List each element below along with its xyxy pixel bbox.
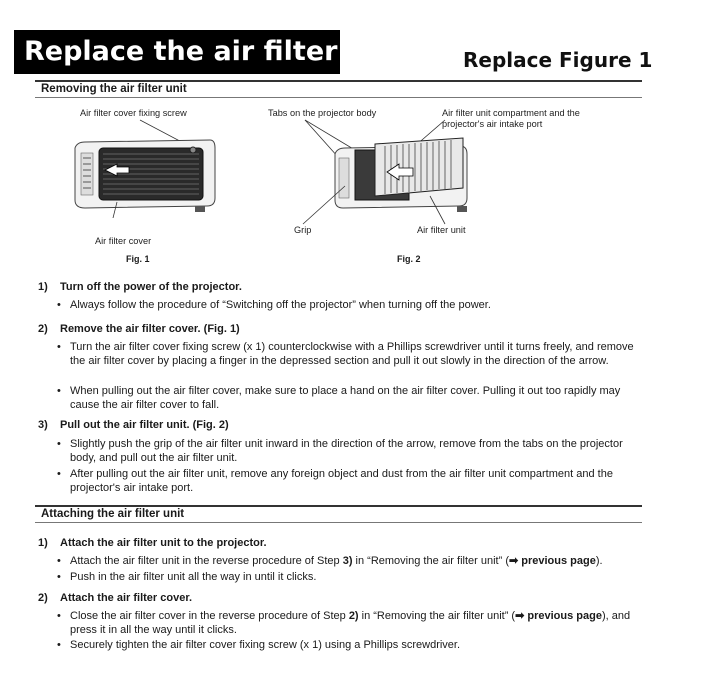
attaching-step-2-bullet-2: • Securely tighten the air filter cover fixing screw (x 1) using a Phillips screwdriver. [58, 638, 648, 652]
removing-step-1-bullet-1: • Always follow the procedure of “Switching off the projector” when turning off the power. [58, 298, 648, 312]
fig2-caption: Fig. 2 [397, 254, 421, 264]
fig2-projector-illustration [285, 116, 485, 226]
removing-step-3-bullet-1: • Slightly push the grip of the air filter unit inward in the direction of the arrow, remove from the tabs on the projector body, and pull out the air filter unit. [58, 437, 648, 465]
section-heading-removing: Removing the air filter unit [35, 80, 642, 98]
fig2-unit-label: Air filter unit [417, 225, 466, 235]
page-title: Replace the air filter [14, 30, 340, 74]
attaching-step-1-bullet-2: • Push in the air filter unit all the way in until it clicks. [58, 570, 648, 584]
removing-step-3-bullet-2: • After pulling out the air filter unit, remove any foreign object and dust from the air filter unit compartment and the projector's air intake port. [58, 467, 648, 495]
previous-page-link: ➡ previous page [515, 610, 602, 622]
section-heading-attaching: Attaching the air filter unit [35, 505, 642, 523]
removing-step-1-title: 1) Turn off the power of the projector. [38, 281, 242, 293]
removing-step-2-bullet-1: • Turn the air filter cover fixing screw (x 1) counterclockwise with a Phillips screwdriver until it turns freely, and remove the air filter cover by placing a finger in the depressed section and pull it out slowly in the direction of the arrow. [58, 340, 648, 368]
attaching-step-2-bullet-1: • Close the air filter cover in the reverse procedure of Step 2) in “Removing the air filter unit” (➡ previous page), and press it in all the way until it clicks. [58, 609, 648, 637]
fig1-caption: Fig. 1 [126, 254, 150, 264]
fig1-screw-label: Air filter cover fixing screw [80, 108, 187, 118]
removing-step-2-bullet-2: • When pulling out the air filter cover, make sure to place a hand on the air filter cover. Pulling it out too rapidly may cause the air filter cover to fall. [58, 384, 648, 412]
removing-step-2-title: 2) Remove the air filter cover. (Fig. 1) [38, 323, 240, 335]
figure-reference: Replace Figure 1 [463, 48, 653, 72]
fig1-projector-illustration [65, 118, 230, 218]
removing-step-3-title: 3) Pull out the air filter unit. (Fig. 2) [38, 419, 229, 431]
fig2-compartment-label-1: Air filter unit compartment and the [442, 108, 580, 118]
attaching-step-1-bullet-1: • Attach the air filter unit in the reverse procedure of Step 3) in “Removing the air filter unit” (➡ previous page). [58, 554, 648, 568]
fig1-cover-label: Air filter cover [95, 236, 152, 246]
attaching-step-1-title: 1) Attach the air filter unit to the projector. [38, 537, 267, 549]
attaching-step-2-title: 2) Attach the air filter cover. [38, 592, 193, 604]
fig2-grip-label: Grip [294, 225, 312, 235]
previous-page-link: ➡ previous page [508, 555, 596, 567]
fig2-compartment-label-2: projector's air intake port [442, 119, 543, 129]
fig2-tabs-label: Tabs on the projector body [268, 108, 377, 118]
